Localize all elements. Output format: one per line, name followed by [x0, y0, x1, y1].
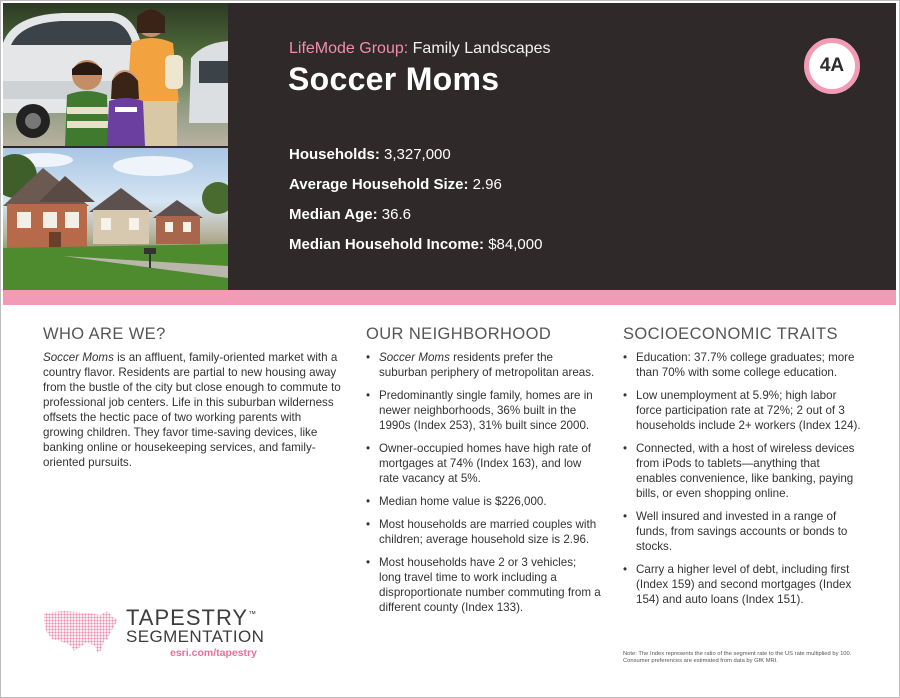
list-item: • Most households have 2 or 3 vehicles; long travel time to work including a disproportionate number commuting from a different county (Index 133).: [366, 555, 601, 615]
logo-line1: TAPESTRY: [126, 605, 249, 630]
stat-median-income: [289, 235, 542, 265]
stat-value: 3,327,000: [384, 146, 451, 163]
stat-household-size: [289, 175, 542, 205]
who-are-we-section: [43, 325, 343, 470]
family-photo: [3, 3, 228, 146]
our-neighborhood-section: [366, 325, 601, 623]
list-item: • Education: 37.7% college graduates; more than 70% with some college education.: [623, 350, 863, 380]
socioeconomic-list: [623, 350, 863, 607]
stat-label: Households:: [289, 146, 380, 163]
key-stats: [289, 145, 542, 265]
stat-label: Median Household Income:: [289, 236, 485, 253]
stat-label: Median Age:: [289, 206, 378, 223]
stat-households: [289, 145, 542, 175]
list-item-text: residents prefer the suburban periphery of metropolitan areas.: [379, 351, 595, 379]
stat-value: 36.6: [381, 206, 411, 223]
stat-label: Average Household Size:: [289, 176, 469, 193]
stat-median-age: [289, 205, 542, 235]
stat-value: 2.96: [472, 176, 502, 193]
segment-code-badge: 4A: [804, 38, 860, 94]
trademark-symbol: ™: [248, 609, 258, 619]
list-item: • Connected, with a host of wireless devices from iPods to tablets—anything that enables convenience, like banking, paying bills, or even shopping online.: [623, 441, 863, 501]
header-panel: [3, 3, 896, 290]
stat-value: $84,000: [488, 236, 543, 253]
list-item: • Most households are married couples with children; average household size is 2.96.: [366, 517, 601, 547]
list-item: • Low unemployment at 5.9%; high labor force participation rate at 72%; 2 out of 3 households include 2+ workers (Index 124).: [623, 388, 863, 433]
logo-url-link[interactable]: esri.com/tapestry: [170, 647, 257, 659]
list-item: [366, 350, 601, 380]
who-are-we-text: [43, 350, 343, 470]
section-heading: WHO ARE WE?: [43, 325, 166, 343]
neighborhood-list: [366, 350, 601, 615]
segment-name-italic: Soccer Moms: [43, 351, 114, 364]
lifemode-group: [289, 40, 550, 58]
who-are-we-body: is an affluent, family-oriented market with a country flavor. Residents are partial to new housing away from the bustle of the city but close enough to commute to professional job centers. Life in this suburban wilderness offsets the hectic pace of two working parents with growing children. They favor time-saving devices, like banking online or housekeeping services, and family-oriented pursuits.: [43, 351, 341, 469]
logo-word-segmentation: SEGMENTATION: [126, 627, 265, 646]
lifemode-group-label: LifeMode Group:: [289, 40, 409, 57]
index-footnote: Note: The Index represents the ratio of the segment rate to the US rate multiplied by 100. Consumer preferences are estimated from data by GfK MRI.: [623, 651, 852, 664]
houses-photo: [3, 148, 228, 290]
section-heading: SOCIOECONOMIC TRAITS: [623, 325, 838, 343]
socioeconomic-traits-section: [623, 325, 863, 615]
us-map-icon: [42, 607, 120, 655]
pink-divider-band: [3, 290, 896, 305]
list-item: • Predominantly single family, homes are in newer neighborhoods, 36% built in the 1990s (Index 253), 31% built since 2000.: [366, 388, 601, 433]
list-item: • Well insured and invested in a range of funds, from savings accounts or bonds to stocks.: [623, 509, 863, 554]
list-item: • Carry a higher level of debt, including first (Index 159) and second mortgages (Index 154) and auto loans (Index 151).: [623, 562, 863, 607]
list-item: • Owner-occupied homes have high rate of mortgages at 74% (Index 163), and low rate vacancy at 5%.: [366, 441, 601, 486]
tapestry-logo: [42, 607, 272, 662]
list-item: • Median home value is $226,000.: [366, 494, 601, 509]
segment-name-italic: Soccer Moms: [379, 351, 450, 364]
section-heading: OUR NEIGHBORHOOD: [366, 325, 552, 343]
segment-title: Soccer Moms: [288, 61, 500, 97]
lifemode-group-name: Family Landscapes: [412, 40, 551, 57]
